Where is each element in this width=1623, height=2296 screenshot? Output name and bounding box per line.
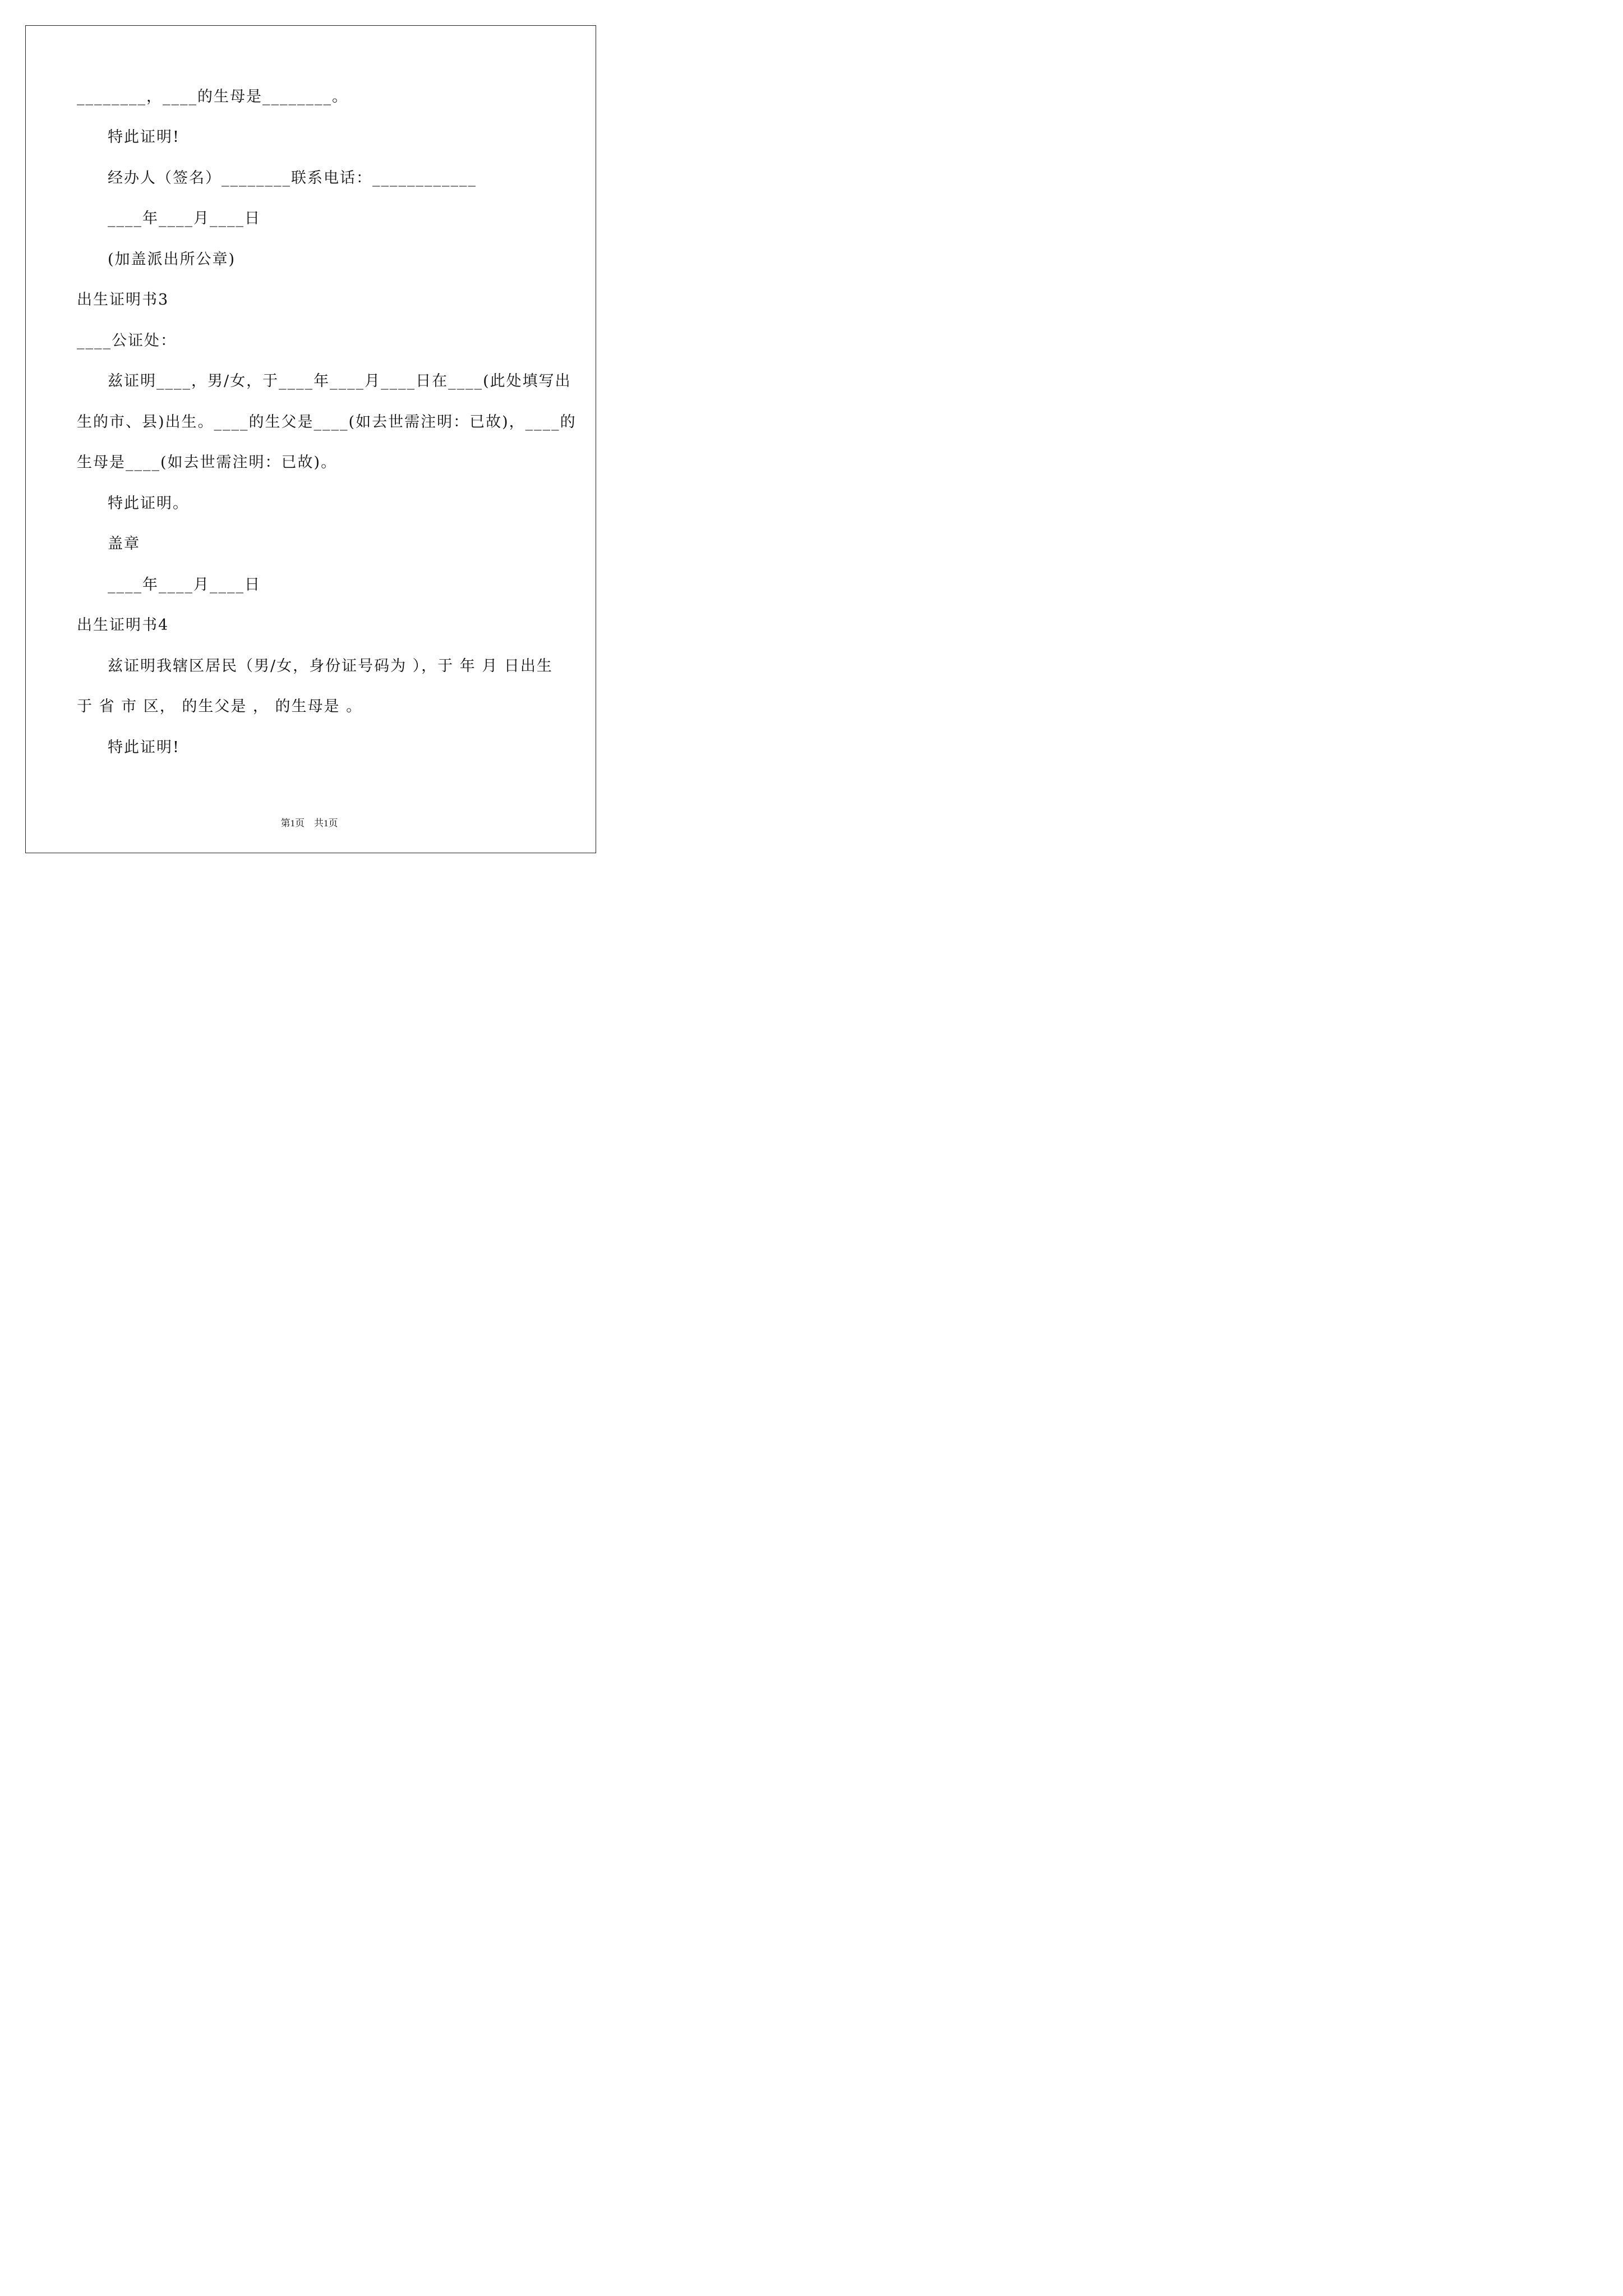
- text-line-certify: 特此证明!: [108, 739, 180, 756]
- text-line-blank-mother: ________，____的生母是________。: [77, 88, 348, 105]
- text-line-seal: 盖章: [108, 535, 140, 553]
- paragraph-line-3: 生母是____(如去世需注明：已故)。: [77, 454, 338, 471]
- text-line-notary-office: ____公证处：: [77, 332, 177, 349]
- paragraph-line-1: 兹证明我辖区居民（男/女，身份证号码为 ），于 年 月 日出生: [108, 657, 553, 675]
- page-number-footer: 第1页 共1页: [280, 818, 338, 829]
- text-line-handler-signature: 经办人（签名）________联系电话：____________: [108, 169, 477, 187]
- paragraph-line-2: 生的市、县)出生。____的生父是____(如去世需注明：已故)，____的: [77, 413, 577, 431]
- text-line-date: ____年____月____日: [108, 210, 261, 227]
- paragraph-line-2: 于 省 市 区， 的生父是 ， 的生母是 。: [77, 698, 363, 715]
- text-line-police-seal: (加盖派出所公章): [108, 251, 236, 268]
- section-heading-certificate-3: 出生证明书3: [77, 291, 169, 309]
- page-border: [25, 25, 596, 853]
- section-heading-certificate-4: 出生证明书4: [77, 616, 169, 634]
- text-line-certify: 特此证明!: [108, 128, 180, 146]
- paragraph-line-1: 兹证明____，男/女，于____年____月____日在____(此处填写出: [108, 372, 571, 390]
- text-line-date: ____年____月____日: [108, 576, 261, 593]
- text-line-certify: 特此证明。: [108, 495, 189, 512]
